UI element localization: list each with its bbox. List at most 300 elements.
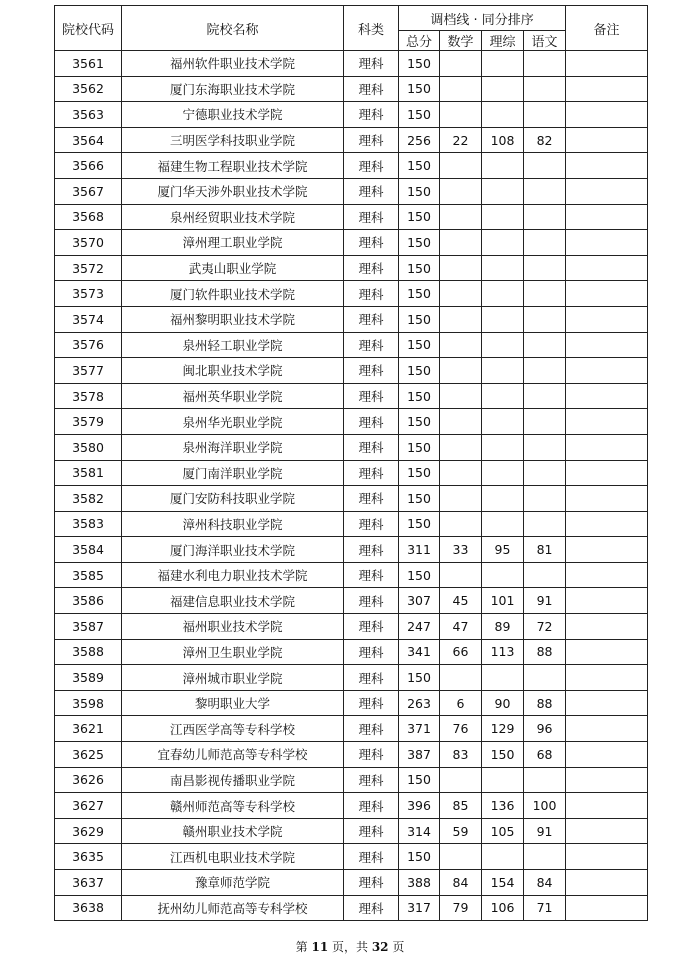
- cell-total: 150: [399, 562, 440, 588]
- cell-math: 79: [440, 895, 482, 921]
- cell-total: 150: [399, 255, 440, 281]
- cell-total: 150: [399, 204, 440, 230]
- cell-remark: [566, 537, 648, 563]
- cell-chinese: [524, 51, 566, 77]
- cell-code: 3585: [55, 562, 122, 588]
- cell-science: [482, 332, 524, 358]
- cell-subject: 理科: [344, 639, 399, 665]
- cell-name: 福州软件职业技术学院: [122, 51, 344, 77]
- table-row: [55, 588, 648, 614]
- cell-subject: 理科: [344, 204, 399, 230]
- cell-remark: [566, 434, 648, 460]
- cell-code: 3586: [55, 588, 122, 614]
- cell-remark: [566, 178, 648, 204]
- cell-remark: [566, 281, 648, 307]
- cell-chinese: [524, 102, 566, 128]
- cell-science: 106: [482, 895, 524, 921]
- header-subject: 科类: [344, 6, 399, 51]
- header-name: 院校名称: [122, 6, 344, 51]
- cell-math: [440, 844, 482, 870]
- cell-code: 3567: [55, 178, 122, 204]
- cell-name: 赣州师范高等专科学校: [122, 793, 344, 819]
- cell-subject: 理科: [344, 511, 399, 537]
- cell-chinese: 91: [524, 818, 566, 844]
- cell-subject: 理科: [344, 742, 399, 768]
- cell-remark: [566, 460, 648, 486]
- cell-name: 三明医学科技职业学院: [122, 127, 344, 153]
- cell-code: 3627: [55, 793, 122, 819]
- cell-code: 3578: [55, 383, 122, 409]
- cell-chinese: [524, 204, 566, 230]
- cell-math: 33: [440, 537, 482, 563]
- cell-chinese: [524, 306, 566, 332]
- table-row: [55, 332, 648, 358]
- cell-subject: 理科: [344, 716, 399, 742]
- cell-total: 150: [399, 230, 440, 256]
- cell-subject: 理科: [344, 409, 399, 435]
- cell-remark: [566, 742, 648, 768]
- cell-remark: [566, 76, 648, 102]
- cell-math: [440, 178, 482, 204]
- cell-subject: 理科: [344, 460, 399, 486]
- table-row: [55, 716, 648, 742]
- table-row: [55, 614, 648, 640]
- table-row: [55, 383, 648, 409]
- cell-subject: 理科: [344, 895, 399, 921]
- table-row: [55, 511, 648, 537]
- cell-science: 129: [482, 716, 524, 742]
- cell-science: [482, 434, 524, 460]
- cell-total: 150: [399, 383, 440, 409]
- cell-math: [440, 486, 482, 512]
- cell-code: 3566: [55, 153, 122, 179]
- table-row: [55, 281, 648, 307]
- table-row: [55, 204, 648, 230]
- cell-name: 宜春幼儿师范高等专科学校: [122, 742, 344, 768]
- cell-science: 108: [482, 127, 524, 153]
- cell-science: [482, 767, 524, 793]
- cell-code: 3576: [55, 332, 122, 358]
- cell-remark: [566, 511, 648, 537]
- cell-math: 66: [440, 639, 482, 665]
- table-row: [55, 639, 648, 665]
- table-row: [55, 434, 648, 460]
- cell-name: 福州英华职业学院: [122, 383, 344, 409]
- cell-math: [440, 51, 482, 77]
- cell-chinese: [524, 178, 566, 204]
- cell-subject: 理科: [344, 76, 399, 102]
- cell-code: 3572: [55, 255, 122, 281]
- cell-subject: 理科: [344, 793, 399, 819]
- cell-subject: 理科: [344, 588, 399, 614]
- header-science: 理综: [482, 31, 524, 51]
- cell-code: 3581: [55, 460, 122, 486]
- cell-science: [482, 153, 524, 179]
- table-row: [55, 153, 648, 179]
- cell-total: 150: [399, 409, 440, 435]
- table-row: [55, 409, 648, 435]
- cell-total: 150: [399, 844, 440, 870]
- cell-subject: 理科: [344, 844, 399, 870]
- cell-code: 3582: [55, 486, 122, 512]
- cell-total: 396: [399, 793, 440, 819]
- cell-total: 150: [399, 76, 440, 102]
- cell-subject: 理科: [344, 102, 399, 128]
- cell-subject: 理科: [344, 230, 399, 256]
- cell-science: [482, 76, 524, 102]
- cell-chinese: 88: [524, 639, 566, 665]
- cell-code: 3580: [55, 434, 122, 460]
- cell-chinese: [524, 76, 566, 102]
- table-row: [55, 178, 648, 204]
- cell-subject: 理科: [344, 537, 399, 563]
- cell-name: 南昌影视传播职业学院: [122, 767, 344, 793]
- cell-chinese: 96: [524, 716, 566, 742]
- cell-name: 泉州经贸职业技术学院: [122, 204, 344, 230]
- cell-remark: [566, 383, 648, 409]
- cell-science: [482, 306, 524, 332]
- table-row: [55, 690, 648, 716]
- cell-math: [440, 281, 482, 307]
- cell-remark: [566, 716, 648, 742]
- cell-science: [482, 51, 524, 77]
- table-row: [55, 818, 648, 844]
- table-row: [55, 767, 648, 793]
- cell-name: 赣州职业技术学院: [122, 818, 344, 844]
- cell-math: [440, 204, 482, 230]
- cell-science: [482, 383, 524, 409]
- cell-total: 150: [399, 460, 440, 486]
- footer-middle: 页，共: [328, 940, 372, 954]
- cell-name: 漳州城市职业学院: [122, 665, 344, 691]
- cell-science: [482, 409, 524, 435]
- cell-chinese: [524, 409, 566, 435]
- cell-name: 厦门软件职业技术学院: [122, 281, 344, 307]
- cell-remark: [566, 690, 648, 716]
- cell-remark: [566, 409, 648, 435]
- cell-science: [482, 358, 524, 384]
- table-row: [55, 358, 648, 384]
- cell-remark: [566, 332, 648, 358]
- cell-science: [482, 255, 524, 281]
- header-math: 数学: [440, 31, 482, 51]
- cell-remark: [566, 639, 648, 665]
- table-row: [55, 230, 648, 256]
- cell-remark: [566, 562, 648, 588]
- cell-name: 福州职业技术学院: [122, 614, 344, 640]
- header-chinese: 语文: [524, 31, 566, 51]
- cell-remark: [566, 614, 648, 640]
- cell-name: 漳州科技职业学院: [122, 511, 344, 537]
- cell-subject: 理科: [344, 306, 399, 332]
- cell-name: 厦门海洋职业技术学院: [122, 537, 344, 563]
- cell-remark: [566, 895, 648, 921]
- cell-total: 150: [399, 178, 440, 204]
- table-header: [55, 6, 648, 51]
- cell-name: 泉州华光职业学院: [122, 409, 344, 435]
- cell-math: [440, 665, 482, 691]
- cell-total: 247: [399, 614, 440, 640]
- cell-chinese: [524, 358, 566, 384]
- cell-code: 3638: [55, 895, 122, 921]
- cell-total: 150: [399, 332, 440, 358]
- cell-name: 闽北职业技术学院: [122, 358, 344, 384]
- cell-total: 150: [399, 434, 440, 460]
- cell-math: 6: [440, 690, 482, 716]
- cell-remark: [566, 255, 648, 281]
- cell-science: [482, 562, 524, 588]
- cell-chinese: 84: [524, 870, 566, 896]
- cell-subject: 理科: [344, 255, 399, 281]
- cell-chinese: [524, 511, 566, 537]
- table-row: [55, 460, 648, 486]
- cell-name: 厦门东海职业技术学院: [122, 76, 344, 102]
- cell-subject: 理科: [344, 281, 399, 307]
- cell-chinese: [524, 153, 566, 179]
- cell-subject: 理科: [344, 870, 399, 896]
- cell-code: 3579: [55, 409, 122, 435]
- cell-code: 3561: [55, 51, 122, 77]
- cell-name: 厦门华天涉外职业技术学院: [122, 178, 344, 204]
- cell-subject: 理科: [344, 665, 399, 691]
- cell-chinese: [524, 434, 566, 460]
- cell-math: 22: [440, 127, 482, 153]
- cell-total: 311: [399, 537, 440, 563]
- cell-chinese: [524, 255, 566, 281]
- cell-code: 3564: [55, 127, 122, 153]
- cell-science: [482, 102, 524, 128]
- cell-name: 江西机电职业技术学院: [122, 844, 344, 870]
- table-row: [55, 127, 648, 153]
- cell-remark: [566, 870, 648, 896]
- cell-science: [482, 486, 524, 512]
- cell-code: 3588: [55, 639, 122, 665]
- cell-chinese: 81: [524, 537, 566, 563]
- cell-remark: [566, 230, 648, 256]
- cell-remark: [566, 51, 648, 77]
- cell-name: 福建生物工程职业技术学院: [122, 153, 344, 179]
- cell-code: 3568: [55, 204, 122, 230]
- cell-math: [440, 460, 482, 486]
- table-row: [55, 665, 648, 691]
- cell-math: [440, 230, 482, 256]
- table-row: [55, 793, 648, 819]
- cell-math: [440, 255, 482, 281]
- cell-remark: [566, 844, 648, 870]
- cell-math: [440, 767, 482, 793]
- cell-total: 256: [399, 127, 440, 153]
- cell-total: 150: [399, 511, 440, 537]
- cell-remark: [566, 665, 648, 691]
- table-row: [55, 76, 648, 102]
- footer-page-number: 11: [311, 940, 329, 954]
- footer-total-pages: 32: [371, 940, 389, 954]
- cell-science: 105: [482, 818, 524, 844]
- cell-subject: 理科: [344, 818, 399, 844]
- cell-math: 76: [440, 716, 482, 742]
- cell-name: 宁德职业技术学院: [122, 102, 344, 128]
- cell-chinese: [524, 486, 566, 512]
- cell-science: [482, 844, 524, 870]
- cell-subject: 理科: [344, 614, 399, 640]
- cell-science: [482, 665, 524, 691]
- cell-total: 263: [399, 690, 440, 716]
- table-row: [55, 255, 648, 281]
- table-row: [55, 844, 648, 870]
- cell-science: [482, 230, 524, 256]
- cell-chinese: 71: [524, 895, 566, 921]
- cell-chinese: [524, 562, 566, 588]
- cell-code: 3637: [55, 870, 122, 896]
- cell-chinese: [524, 460, 566, 486]
- cell-total: 150: [399, 665, 440, 691]
- cell-code: 3562: [55, 76, 122, 102]
- table-row: [55, 537, 648, 563]
- cell-math: [440, 358, 482, 384]
- cell-science: [482, 281, 524, 307]
- cell-total: 314: [399, 818, 440, 844]
- cell-science: [482, 511, 524, 537]
- cell-math: [440, 383, 482, 409]
- cell-name: 黎明职业大学: [122, 690, 344, 716]
- cell-remark: [566, 767, 648, 793]
- cell-code: 3587: [55, 614, 122, 640]
- cell-code: 3563: [55, 102, 122, 128]
- cell-math: [440, 409, 482, 435]
- cell-code: 3621: [55, 716, 122, 742]
- header-remark: 备注: [566, 6, 648, 51]
- cell-code: 3598: [55, 690, 122, 716]
- table-row: [55, 102, 648, 128]
- cell-subject: 理科: [344, 358, 399, 384]
- cell-total: 150: [399, 486, 440, 512]
- cell-math: [440, 511, 482, 537]
- cell-chinese: [524, 844, 566, 870]
- cell-chinese: [524, 767, 566, 793]
- cell-code: 3574: [55, 306, 122, 332]
- cell-total: 150: [399, 51, 440, 77]
- cell-chinese: 100: [524, 793, 566, 819]
- cell-remark: [566, 204, 648, 230]
- cell-math: [440, 153, 482, 179]
- cell-chinese: [524, 332, 566, 358]
- cell-math: [440, 332, 482, 358]
- cell-math: [440, 562, 482, 588]
- cell-code: 3583: [55, 511, 122, 537]
- cell-total: 150: [399, 281, 440, 307]
- cell-subject: 理科: [344, 562, 399, 588]
- cell-name: 泉州海洋职业学院: [122, 434, 344, 460]
- cell-code: 3577: [55, 358, 122, 384]
- cell-total: 317: [399, 895, 440, 921]
- cell-math: 47: [440, 614, 482, 640]
- cell-science: 154: [482, 870, 524, 896]
- cell-chinese: 72: [524, 614, 566, 640]
- cell-subject: 理科: [344, 383, 399, 409]
- cell-total: 387: [399, 742, 440, 768]
- footer-suffix: 页: [388, 940, 405, 954]
- cell-math: 84: [440, 870, 482, 896]
- cell-chinese: 91: [524, 588, 566, 614]
- cell-name: 豫章师范学院: [122, 870, 344, 896]
- admission-score-table: [54, 5, 648, 921]
- cell-name: 江西医学高等专科学校: [122, 716, 344, 742]
- cell-subject: 理科: [344, 51, 399, 77]
- header-total: 总分: [399, 31, 440, 51]
- header-code: 院校代码: [55, 6, 122, 51]
- table-body: [55, 51, 648, 921]
- cell-subject: 理科: [344, 434, 399, 460]
- cell-remark: [566, 793, 648, 819]
- cell-total: 307: [399, 588, 440, 614]
- cell-name: 福建水利电力职业技术学院: [122, 562, 344, 588]
- cell-total: 150: [399, 306, 440, 332]
- cell-science: 136: [482, 793, 524, 819]
- cell-name: 抚州幼儿师范高等专科学校: [122, 895, 344, 921]
- cell-name: 福建信息职业技术学院: [122, 588, 344, 614]
- cell-math: 59: [440, 818, 482, 844]
- cell-subject: 理科: [344, 332, 399, 358]
- cell-subject: 理科: [344, 178, 399, 204]
- cell-remark: [566, 358, 648, 384]
- cell-code: 3626: [55, 767, 122, 793]
- cell-math: [440, 434, 482, 460]
- cell-code: 3635: [55, 844, 122, 870]
- cell-science: [482, 204, 524, 230]
- cell-subject: 理科: [344, 127, 399, 153]
- table-row: [55, 51, 648, 77]
- cell-math: 85: [440, 793, 482, 819]
- cell-name: 漳州卫生职业学院: [122, 639, 344, 665]
- cell-name: 泉州轻工职业学院: [122, 332, 344, 358]
- cell-name: 厦门南洋职业学院: [122, 460, 344, 486]
- cell-subject: 理科: [344, 767, 399, 793]
- cell-code: 3573: [55, 281, 122, 307]
- cell-remark: [566, 588, 648, 614]
- header-group: 调档线 · 同分排序: [399, 6, 566, 31]
- cell-remark: [566, 818, 648, 844]
- cell-total: 341: [399, 639, 440, 665]
- table-row: [55, 306, 648, 332]
- cell-chinese: [524, 383, 566, 409]
- cell-subject: 理科: [344, 153, 399, 179]
- cell-science: 113: [482, 639, 524, 665]
- cell-total: 150: [399, 358, 440, 384]
- cell-name: 厦门安防科技职业学院: [122, 486, 344, 512]
- cell-science: 90: [482, 690, 524, 716]
- cell-chinese: 68: [524, 742, 566, 768]
- cell-chinese: [524, 281, 566, 307]
- cell-math: 83: [440, 742, 482, 768]
- cell-remark: [566, 102, 648, 128]
- cell-name: 福州黎明职业技术学院: [122, 306, 344, 332]
- cell-total: 388: [399, 870, 440, 896]
- cell-remark: [566, 153, 648, 179]
- cell-total: 150: [399, 767, 440, 793]
- table-row: [55, 742, 648, 768]
- table-row: [55, 870, 648, 896]
- cell-science: [482, 178, 524, 204]
- table-row: [55, 895, 648, 921]
- cell-science: 95: [482, 537, 524, 563]
- cell-science: 89: [482, 614, 524, 640]
- cell-remark: [566, 127, 648, 153]
- cell-subject: 理科: [344, 486, 399, 512]
- cell-subject: 理科: [344, 690, 399, 716]
- cell-science: [482, 460, 524, 486]
- cell-total: 371: [399, 716, 440, 742]
- cell-science: 150: [482, 742, 524, 768]
